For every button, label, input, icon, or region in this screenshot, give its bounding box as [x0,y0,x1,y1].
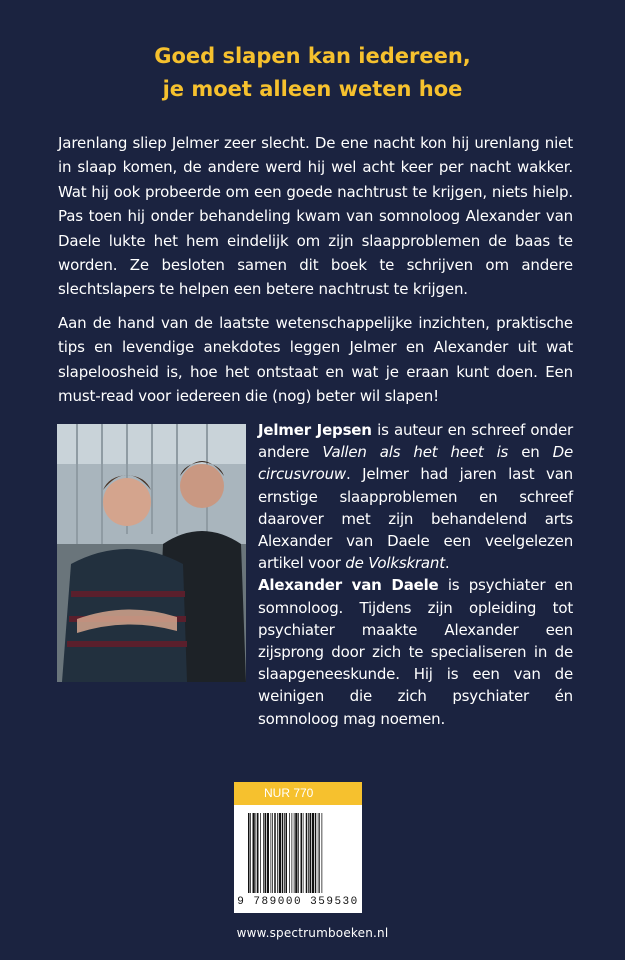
bio-text: is psychiater en somnoloog. Tijdens zijn opleiding tot psychiater maakte Alexander een zijsprong door zich te specialiseren in de slaapgeneeskunde. Hij is een van de weinigen die zich psychiater én somnoloog mag noemen. [258,576,573,728]
nur-label: NUR 770 [234,782,362,805]
barcode-bar [286,813,288,893]
headline-line-2: je moet alleen weten hoe [162,77,463,101]
barcode-bar [298,813,299,893]
barcode-bar [295,813,297,893]
newspaper-title: de Volkskrant [345,554,445,573]
author-bio [258,419,573,730]
book-title: Vallen als het heet is [322,443,509,462]
blurb-paragraph-2: Aan de hand van de laatste wetenschappelijke inzichten, praktische tips en levendige anekdotes leggen Jelmer en Alexander uit wat slapeloosheid is, hoe het ontstaat en wat je eraan kunt doen. Een must-read voor iedereen die (nog) beter wil slapen! [58,314,573,406]
barcode-bar [253,813,255,893]
barcode-bar [294,813,295,893]
barcode-bar [272,813,273,893]
barcode-bar [301,813,303,893]
bio-text: is auteur en schreef onder andere [258,421,573,462]
barcode [234,805,362,913]
barcode-bar [274,813,276,893]
book-title: De circusvrouw [258,443,573,484]
barcode-bar [306,813,308,893]
barcode-bar [250,813,251,893]
author-name-alexander: Alexander van Daele [258,576,439,595]
barcode-bar [315,813,317,893]
barcode-bar [256,813,257,893]
barcode-bar [308,813,309,893]
bio-text: . Jelmer had jaren last van ernstige slaapproblemen en schreef daarover met zijn behandelend arts Alexander van Daele een veelgelezen artikel voor [258,465,573,573]
barcode-bar [282,813,284,893]
bio-text: en [508,443,553,462]
barcode-bar [303,813,304,893]
barcode-bar [319,813,320,893]
barcode-bar [289,813,290,893]
barcode-bar [277,813,278,893]
headline [0,40,625,106]
barcode-bar [257,813,259,893]
headline-line-1: Goed slapen kan iedereen, [154,44,471,68]
barcode-bar [284,813,285,893]
barcode-bar [267,813,269,893]
barcode-bar [265,813,267,893]
barcode-bar [310,813,312,893]
bio-text: . [444,554,450,573]
barcode-bar [279,813,281,893]
barcode-bar [318,813,319,893]
barcode-bar [312,813,314,893]
barcode-bar [292,813,293,893]
author-photo-illustration [57,424,246,682]
blurb-paragraph-1: Jarenlang sliep Jelmer zeer slecht. De ene nacht kon hij urenlang niet in slaap komen, de andere werd hij wel acht keer per nacht wakker. Wat hij ook probeerde om een goede nachtrust te krijgen, niets hielp. Pas toen hij onder behandeling kwam van somnoloog Alexander van Daele lukte het hem eindelijk om zijn slaapproblemen de baas te worden. Ze besloten samen dit boek te schrijven om andere slechtslapers te helpen een betere nachtrust te krijgen. [58,134,573,299]
publisher-website: www.spectrumboeken.nl [236,926,389,940]
author-name-jelmer: Jelmer Jepsen [258,421,372,439]
barcode-bar [263,813,264,893]
barcode-bar [248,813,250,893]
barcode-bar [322,813,323,893]
isbn-number: 9 789000 359530 [237,896,359,908]
barcode-bar [260,813,261,893]
author-photo [57,424,246,682]
barcode-bar [271,813,272,893]
